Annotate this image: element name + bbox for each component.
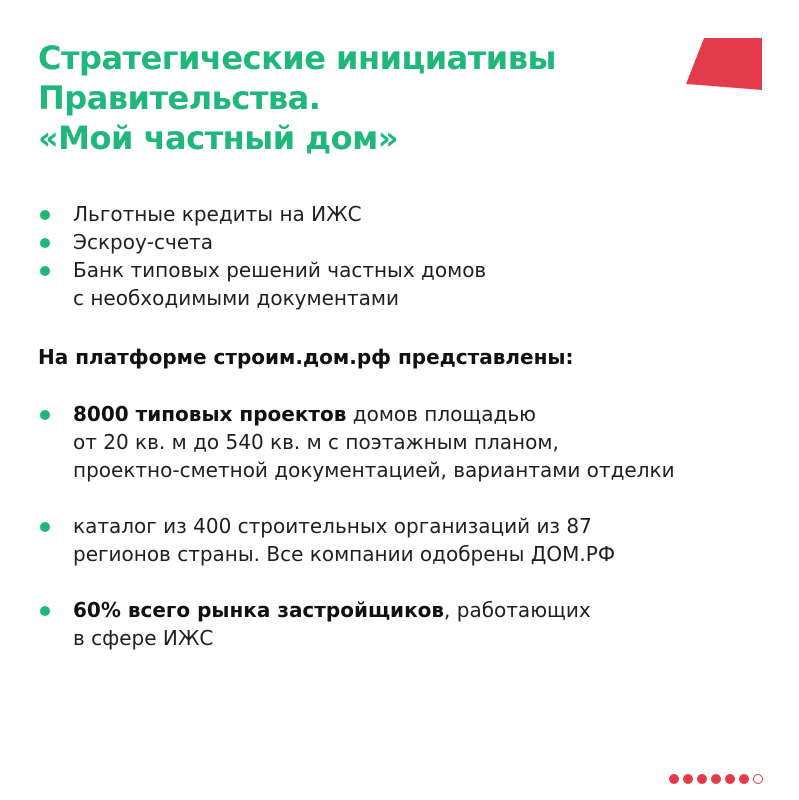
list-item — [0, 228, 799, 256]
list-item-text: от 20 кв. м до 540 кв. м с поэтажным планом, — [73, 430, 559, 454]
pager-dot — [697, 774, 707, 784]
title-line-3: «Мой частный дом» — [38, 119, 398, 157]
list-item-text: домов площадью — [346, 402, 536, 426]
pager-dot — [683, 774, 693, 784]
initiatives-list — [0, 200, 799, 312]
pager-dot — [753, 774, 763, 784]
list-item-text: , работающих — [444, 598, 591, 622]
highlight-text: 8000 типовых проектов — [73, 402, 347, 426]
list-item — [0, 512, 799, 568]
list-item-text: каталог из 400 строительных организаций из 87 — [73, 514, 592, 538]
list-item-first-line — [73, 596, 799, 624]
list-item-text: в сфере ИЖС — [73, 626, 214, 650]
bullet-icon — [40, 410, 50, 420]
highlight-text: 60% всего рынка застройщиков — [73, 598, 445, 622]
list-item — [0, 200, 799, 228]
pager-dot — [711, 774, 721, 784]
brand-logo-icon — [686, 38, 762, 90]
title-line-2: Правительства. — [38, 79, 321, 117]
list-item-text: проектно-сметной документацией, вариантами отделки — [73, 458, 675, 482]
bullet-icon — [40, 606, 50, 616]
bullet-icon — [40, 238, 50, 248]
slide-pager — [669, 774, 763, 784]
title-line-1: Стратегические инициативы — [38, 39, 556, 77]
list-item-text: Льготные кредиты на ИЖС — [73, 202, 362, 226]
platform-list — [0, 400, 799, 652]
list-item-text: с необходимыми документами — [73, 286, 399, 310]
list-item-text: Эскроу-счета — [73, 230, 214, 254]
list-item-first-line — [73, 512, 799, 540]
list-item — [0, 256, 799, 312]
list-item-first-line — [73, 400, 799, 428]
page-title — [38, 38, 658, 158]
platform-heading: На платформе строим.дом.рф представлены: — [38, 345, 574, 369]
bullet-icon — [40, 266, 50, 276]
pager-dot — [739, 774, 749, 784]
list-item-text: Банк типовых решений частных домов — [73, 258, 487, 282]
list-item — [0, 400, 799, 484]
pager-dot — [669, 774, 679, 784]
list-item-text: регионов страны. Все компании одобрены ДОМ.РФ — [73, 542, 616, 566]
bullet-icon — [40, 522, 50, 532]
pager-dot — [725, 774, 735, 784]
bullet-icon — [40, 210, 50, 220]
list-item — [0, 596, 799, 652]
